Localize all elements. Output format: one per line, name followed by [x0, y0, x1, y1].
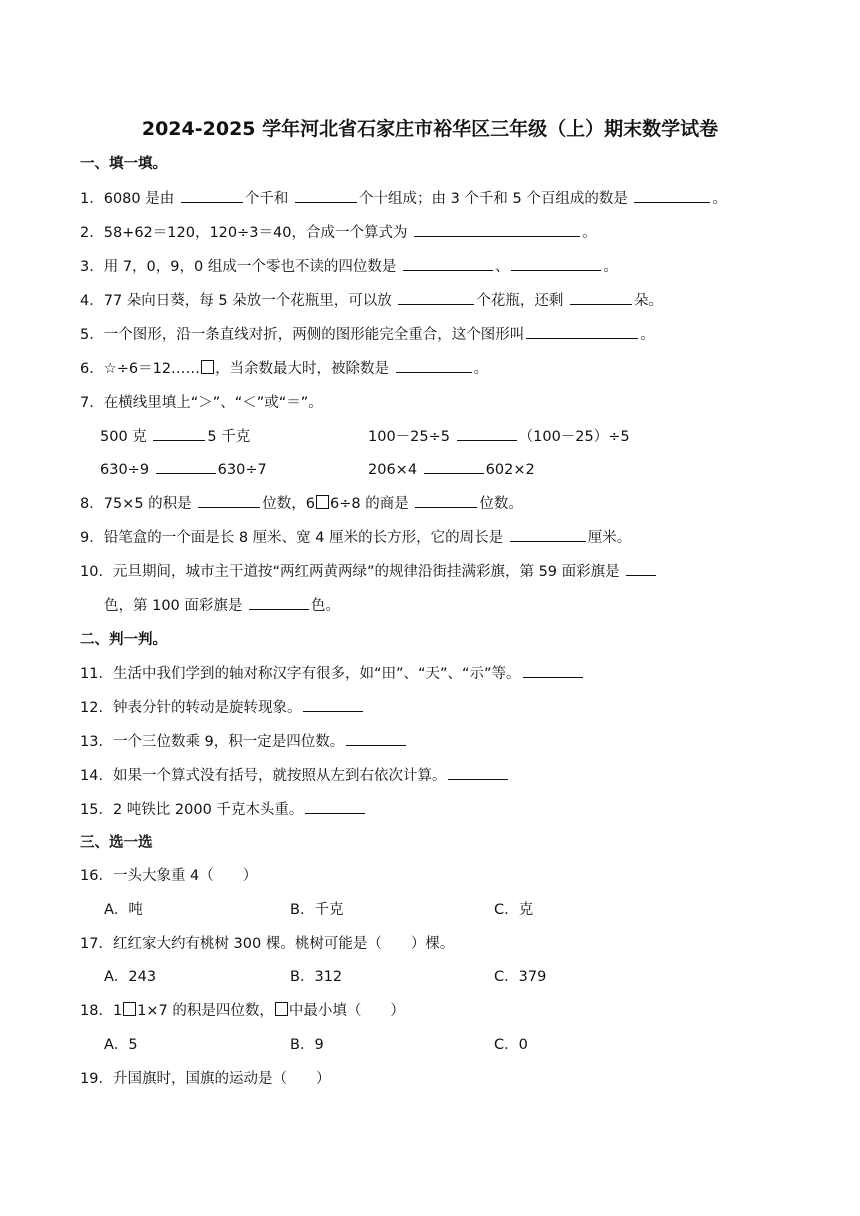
answer-blank[interactable]	[198, 494, 260, 508]
q3-text-b: 、	[494, 259, 510, 275]
answer-blank[interactable]	[396, 359, 472, 373]
q7-item-2-left: 100－25÷5	[368, 429, 451, 445]
question-8	[80, 494, 523, 514]
q14-text: 14．如果一个算式没有括号，就按照从左到右依次计算。	[80, 768, 447, 784]
box-placeholder	[201, 360, 214, 374]
q1-text-d: 。	[712, 191, 727, 207]
q7-item-2-right: （100－25）÷5	[518, 429, 630, 445]
q8-text-c: 6÷8 的商是	[330, 496, 409, 512]
question-2	[80, 223, 597, 243]
answer-blank[interactable]	[403, 257, 493, 271]
answer-blank[interactable]	[634, 189, 710, 203]
q1-text-c: 个十组成；由 3 个千和 5 个百组成的数是	[358, 191, 628, 207]
answer-blank[interactable]	[626, 562, 656, 576]
q10-text-c: 色。	[311, 598, 341, 614]
q17-option-c[interactable]: C．379	[494, 969, 547, 985]
q10-text-a: 10．元旦期间，城市主干道按“两红两黄两绿”的规律沿街挂满彩旗，第 59 面彩旗是	[80, 564, 620, 580]
q7-item-4-right: 602×2	[485, 462, 535, 478]
q18-option-b[interactable]: B．9	[290, 1037, 324, 1053]
question-10	[80, 562, 658, 582]
q8-text-d: 位数。	[479, 496, 523, 512]
question-15	[80, 800, 367, 820]
question-16: 16．一头大象重 4（ ）	[80, 868, 258, 884]
q18-option-a[interactable]: A．5	[104, 1037, 138, 1053]
question-6	[80, 359, 488, 379]
q6-text-c: 。	[473, 361, 489, 377]
q5-text-b: 。	[640, 327, 655, 343]
q9-text-b: 厘米。	[587, 530, 632, 546]
answer-blank[interactable]	[295, 189, 357, 203]
q6-text-b: ，当余数最大时，被除数是	[215, 361, 390, 377]
q13-text: 13．一个三位数乘 9，积一定是四位数。	[80, 734, 345, 750]
q7-item-1-left: 500 克	[100, 429, 147, 445]
answer-blank[interactable]	[414, 223, 580, 237]
answer-blank[interactable]	[398, 291, 474, 305]
box-placeholder	[123, 1002, 136, 1016]
answer-blank[interactable]	[570, 291, 632, 305]
q7-item-1-right: 5 千克	[207, 429, 251, 445]
q17-option-a[interactable]: A．243	[104, 969, 157, 985]
q18-text-c: 中最小填（ ）	[288, 1003, 405, 1019]
answer-blank[interactable]	[510, 528, 586, 542]
q7-item-2	[368, 427, 630, 447]
question-11	[80, 664, 585, 684]
answer-blank[interactable]	[249, 596, 309, 610]
answer-blank[interactable]	[448, 766, 508, 780]
question-7: 7．在横线里填上“＞”、“＜”或“＝”。	[80, 395, 323, 411]
q1-text-a: 1．6080 是由	[80, 191, 175, 207]
question-18	[80, 1001, 405, 1021]
question-12	[80, 698, 365, 718]
question-19: 19．升国旗时，国旗的运动是（ ）	[80, 1071, 331, 1087]
q3-text-c: 。	[603, 259, 618, 275]
answer-blank[interactable]	[526, 325, 638, 339]
q7-item-4	[368, 460, 535, 480]
q4-text-b: 个花瓶，还剩	[476, 293, 564, 309]
q7-item-3	[100, 460, 267, 480]
q8-text-a: 8．75×5 的积是	[80, 496, 192, 512]
q18-text-b: 1×7 的积是四位数，	[137, 1003, 274, 1019]
q4-text-c: 朵。	[633, 293, 663, 309]
box-placeholder	[275, 1002, 288, 1016]
q8-text-b: 位数，6	[262, 496, 316, 512]
answer-blank[interactable]	[457, 427, 517, 441]
q11-text: 11．生活中我们学到的轴对称汉字有很多，如“田”、“天”、“示”等。	[80, 666, 521, 682]
q16-option-a[interactable]: A．吨	[104, 902, 143, 918]
q2-text-b: 。	[582, 225, 597, 241]
answer-blank[interactable]	[305, 800, 365, 814]
question-13	[80, 732, 408, 752]
q4-text-a: 4．77 朵向日葵，每 5 朵放一个花瓶里，可以放	[80, 293, 392, 309]
q2-text-a: 2．58+62＝120，120÷3＝40，合成一个算式为	[80, 225, 408, 241]
answer-blank[interactable]	[153, 427, 205, 441]
section-heading-2: 二、判一判。	[80, 632, 167, 648]
section-heading-3: 三、选一选	[80, 835, 153, 851]
q16-option-b[interactable]: B．千克	[290, 902, 344, 918]
answer-blank[interactable]	[424, 460, 484, 474]
q12-text: 12．钟表分针的转动是旋转现象。	[80, 700, 302, 716]
question-14	[80, 766, 510, 786]
answer-blank[interactable]	[156, 460, 216, 474]
answer-blank[interactable]	[346, 732, 406, 746]
q15-text: 15．2 吨铁比 2000 千克木头重。	[80, 802, 304, 818]
q3-text-a: 3．用 7，0，9，0 组成一个零也不读的四位数是	[80, 259, 397, 275]
q18-option-c[interactable]: C．0	[494, 1037, 528, 1053]
answer-blank[interactable]	[303, 698, 363, 712]
q10-text-b: 色，第 100 面彩旗是	[104, 598, 243, 614]
box-placeholder	[316, 495, 329, 509]
q18-text-a: 18．1	[80, 1003, 123, 1019]
q17-option-b[interactable]: B．312	[290, 969, 343, 985]
section-heading-1: 一、填一填。	[80, 156, 167, 172]
q7-item-4-left: 206×4	[368, 462, 418, 478]
q5-text-a: 5．一个图形，沿一条直线对折，两侧的图形能完全重合，这个图形叫	[80, 327, 525, 343]
answer-blank[interactable]	[415, 494, 477, 508]
answer-blank[interactable]	[181, 189, 243, 203]
question-3	[80, 257, 618, 277]
q7-item-1	[100, 427, 250, 447]
q7-item-3-left: 630÷9	[100, 462, 150, 478]
answer-blank[interactable]	[523, 664, 583, 678]
question-1	[80, 189, 727, 209]
question-9	[80, 528, 631, 548]
q1-text-b: 个千和	[244, 191, 289, 207]
q6-text-a: 6．☆÷6＝12……	[80, 361, 201, 377]
q9-text-a: 9．铅笔盒的一个面是长 8 厘米、宽 4 厘米的长方形，它的周长是	[80, 530, 504, 546]
question-4	[80, 291, 663, 311]
page-title: 2024-2025 学年河北省石家庄市裕华区三年级（上）期末数学试卷	[141, 118, 719, 140]
q16-option-c[interactable]: C．克	[494, 902, 534, 918]
answer-blank[interactable]	[511, 257, 601, 271]
question-5	[80, 325, 655, 345]
q7-item-3-right: 630÷7	[217, 462, 267, 478]
question-17: 17．红红家大约有桃树 300 棵。桃树可能是（ ）棵。	[80, 936, 455, 952]
question-10-cont	[104, 596, 340, 616]
